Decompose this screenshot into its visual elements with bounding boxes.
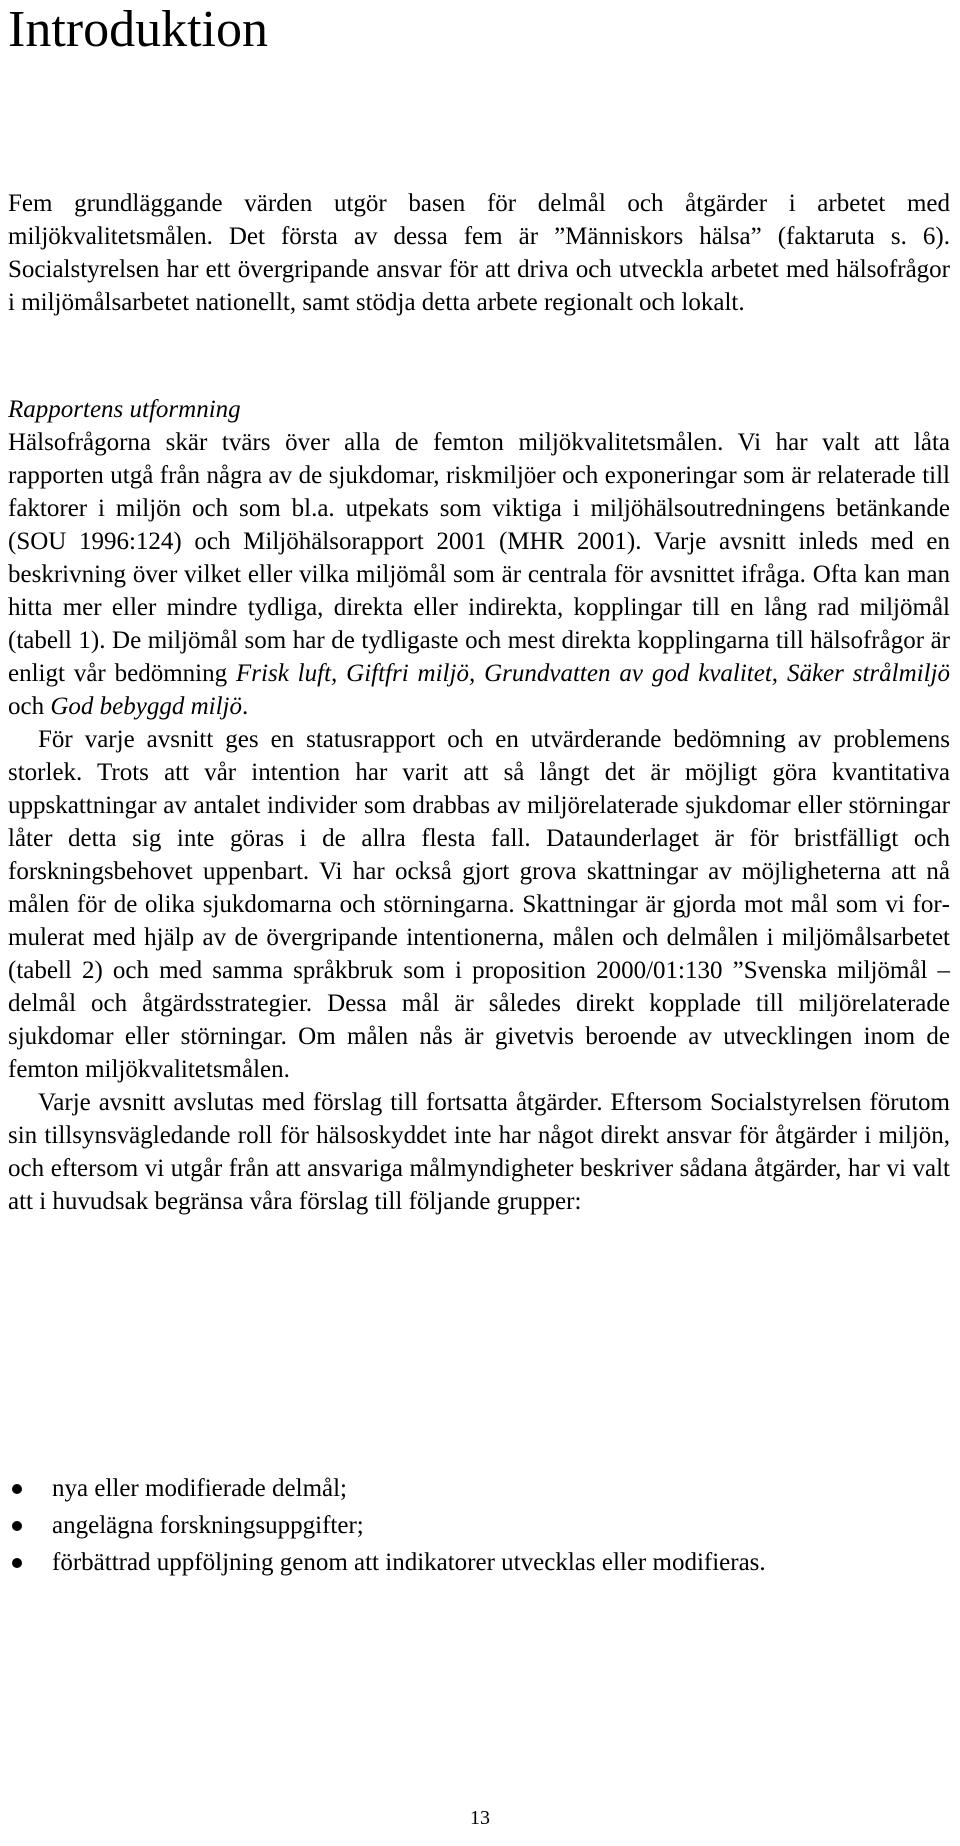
section-paragraph-conjunction: och — [8, 693, 51, 720]
report-section — [8, 393, 950, 1218]
list-item — [8, 1470, 950, 1507]
section-paragraph-end: . — [242, 693, 249, 720]
measures-paragraph: Varje avsnitt avslutas med förslag till fortsatta åtgärder. Eftersom Socialstyrelsen förutom sin tillsynsvägledande roll för hälsoskyddet inte har något direkt ansvar för åtgärder i miljön, och eftersom vi utgår från att ansvariga målmyndigheter beskriver sådana åtgärder, har vi valt att i huvudsak begränsa våra förslag till följande grupper: — [8, 1089, 950, 1215]
list-item-text: förbättrad uppföljning genom att indikatorer utvecklas eller modifieras. — [52, 1549, 766, 1576]
proposal-groups-list — [8, 1470, 950, 1581]
list-item — [8, 1507, 950, 1544]
section-paragraph — [8, 426, 950, 723]
page-title: Introduktion — [8, 1, 268, 58]
section-subheading: Rapportens utformning — [8, 396, 241, 423]
section-paragraph-text: Hälsofrågorna skär tvärs över alla de femton miljökvalitetsmålen. Vi har valt att låta rapporten utgå från några av de sjukdomar, riskmiljöer och exponeringar som är relaterade till faktorer i miljön och som bl.a. utpekats som viktiga i miljöhälsoutredningens betänkande (SOU 1996:124) och Miljöhälsorapport 2001 (MHR 2001). Varje avsnitt inleds med en beskrivning över vilket eller vilka miljömål som är centrala för avsnittet ifråga. Ofta kan man hitta mer eller mindre tydliga, direkta eller indirekta, kopplingar till en lång rad miljömål (tabell 1). De miljömål som har de tydligaste och mest direkta kopplingarna till hälsofrågor är enligt vår bedömning — [8, 429, 950, 687]
list-item-text: nya eller modifierade delmål; — [52, 1475, 348, 1502]
environmental-goal-built-environment: God bebyggd miljö — [50, 693, 242, 720]
environmental-goals-list: Frisk luft, Giftfri miljö, Grundvatten av god kvalitet, Säker strålmiljö — [236, 660, 950, 687]
list-item-text: angelägna forskningsuppgifter; — [52, 1512, 364, 1539]
bullet-icon — [12, 1558, 22, 1568]
bullet-icon — [12, 1521, 22, 1531]
bullet-icon — [12, 1484, 22, 1494]
intro-paragraph: Fem grundläggande värden utgör basen för delmål och åtgärder i arbetet med miljökvalitetsmålen. Det första av dessa fem är ”Människors hälsa” (faktaruta s. 6). Socialstyrelsen har ett övergripande ansvar för att driva och utveckla arbetet med hälsofrågor i miljömålsarbetet nationellt, samt stödja detta arbete regionalt och lokalt. — [8, 190, 950, 316]
page-number: 13 — [470, 1807, 490, 1829]
list-item — [8, 1544, 950, 1581]
status-paragraph: För varje avsnitt ges en statusrapport och en utvärderande bedömning av problemens storlek. Trots att vår intention har varit att så långt det är möjligt göra kvantitativa uppskattningar av antalet individer som drabbas av miljörelaterade sjukdomar eller störningar låter detta sig inte göras i de allra flesta fall. Dataunderlaget är för bristfälligt och forskningsbehovet uppenbart. Vi har också gjort grova skattningar av möjligheterna att nå målen för de olika sjukdomarna och störningarna. Skattningar är gjorda mot mål som vi formulerat med hjälp av de övergripande intentionerna, målen och delmålen i miljömålsarbetet (tabell 2) och med samma språkbruk som i proposition 2000/01:130 ”Svenska miljömål – delmål och åtgärdsstrategier. Dessa mål är således direkt kopplade till miljörelaterade sjukdomar eller störningar. Om målen nås är givetvis beroende av utvecklingen inom de femton miljökvalitetsmålen. — [8, 726, 950, 1083]
